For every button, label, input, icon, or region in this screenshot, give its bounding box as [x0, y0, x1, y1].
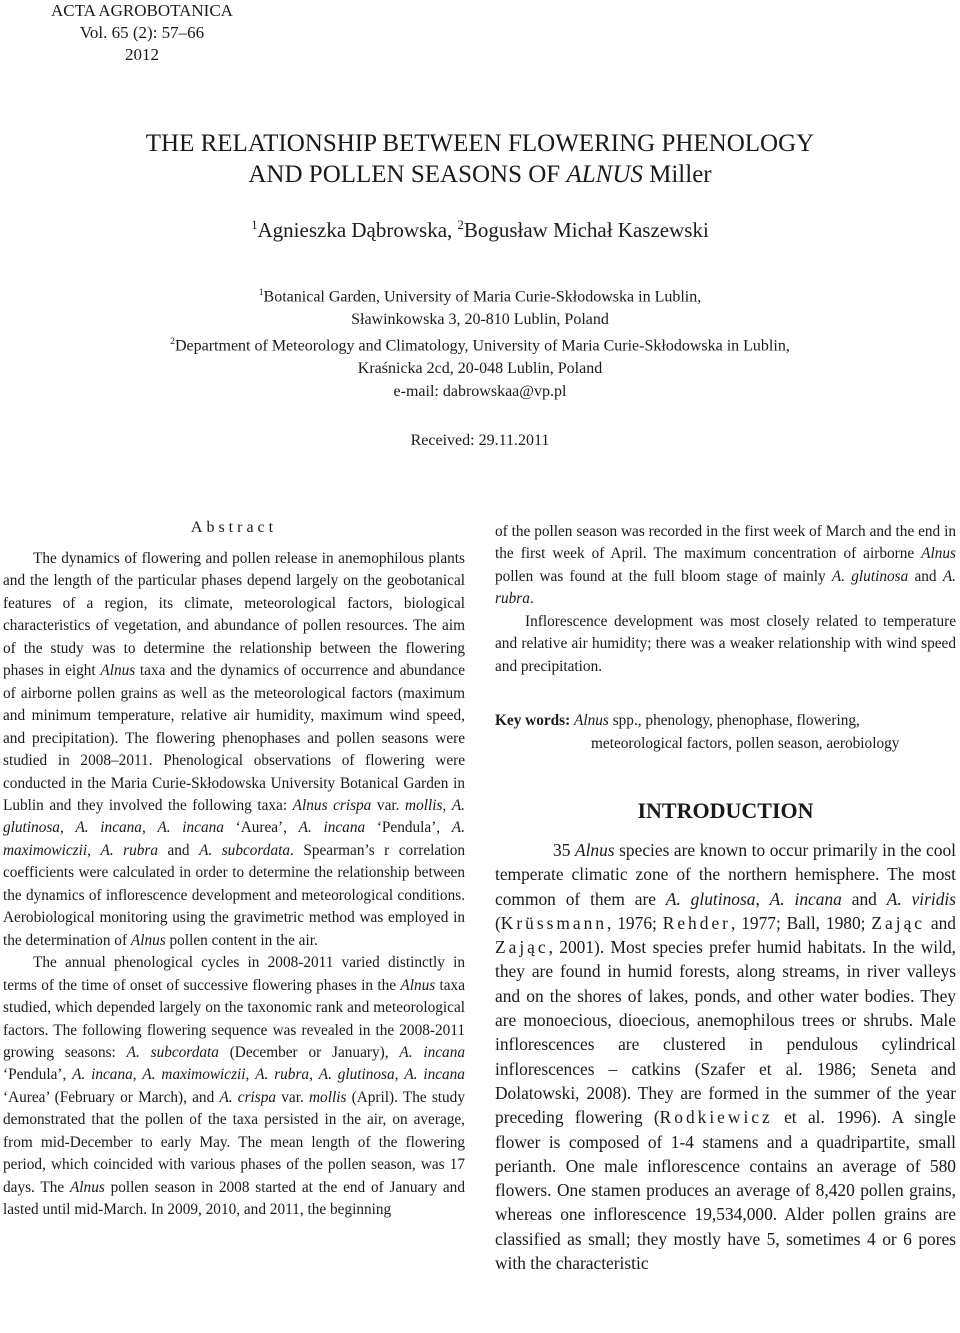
abstract-paragraph-4: Inflorescence development was most closely related to temperature and relative air humidity; there was a weaker relationship with wind speed and precipitation. [495, 612, 956, 675]
keywords-line-2: meteorological factors, pollen season, aerobiology [591, 735, 900, 752]
journal-year: 2012 [125, 45, 159, 64]
abstract-column-left [3, 548, 465, 1222]
keywords-line-1: Alnus spp., phenology, phenophase, flowering, [574, 712, 860, 729]
title-genus: ALNUS [566, 161, 643, 188]
introduction-paragraph-1: 35 Alnus species are known to occur primarily in the cool temperate climatic zone of the northern hemisphere. The most common of them are A. glutinosa, A. incana and A. viridis (Krüssmann, 1976; Rehder, 1977; Ball, 1980; Zając and Zając, 2001). Most species prefer humid habitats. In the wild, they are found in humid forests, along streams, in river valleys and on the shores of lakes, ponds, and other water bodies. They are monoecious, dioecious, anemophilous trees or shrubs. Male inflorescences are clustered in pendulous cylindrical inflorescences – catkins (Szafer et al. 1986; Seneta and Dolatowski, 2008). They are formed in the summer of the year preceding flowering (Rodkiewicz et al. 1996). A single flower is composed of 1-4 stamens and a quadripartite, small perianth. One male inflorescence contains an average of 580 flowers. One stamen produces an average of 8,420 pollen grains, whereas one inflorescence 19,534,000. Alder pollen grains are classified as small; they mostly have 5, sometimes 4 or 6 pores with the characteristic [495, 840, 957, 1274]
article-title [0, 128, 960, 190]
introduction-heading: INTRODUCTION [637, 798, 814, 823]
affiliation-2: $^2$Department of Meteorology and Climatology, University of Maria Curie-Skłodowska in Lublin, Kraśnicka 2cd, 20-048 Lublin, Poland e-mail: dabrowskaa@vp.pl [0, 330, 960, 403]
journal-volume: Vol. 65 (2): 57–66 [79, 23, 205, 42]
affiliation-1: $^1$Botanical Garden, University of Maria Curie-Skłodowska in Lublin, Sławinkowska 3, 20-810 Lublin, Poland [258, 287, 702, 329]
abstract-column-right [495, 521, 956, 678]
title-line-1: THE RELATIONSHIP BETWEEN FLOWERING PHENOLOGY [145, 130, 815, 157]
title-line-2: AND POLLEN SEASONS OF ALNUS Miller [248, 161, 712, 188]
introduction-body [495, 838, 956, 1275]
journal-name: ACTA AGROBOTANICA [51, 1, 233, 20]
keywords-label: Key words: [495, 712, 571, 729]
received-date: Received: 29.11.2011 [410, 432, 550, 449]
author-list: $^1$Agnieszka Dąbrowska, $^2$Bogusław Michał Kaszewski [251, 218, 709, 242]
abstract-paragraph-2: The annual phenological cycles in 2008-2011 varied distinctly in terms of the time of onset of successive flowering phases in the Alnus taxa studied, which depended largely on the taxonomic rank and meteorological factors. The following flowering sequence was revealed in the 2008-2011 growing seasons: A. subcordata (December or January), A. incana ‘Pendula’, A. incana, A. maximowiczii, A. rubra, A. glutinosa, A. incana ‘Aurea’ (February or March), and A. crispa var. mollis (April). The study demonstrated that the pollen of the taxa persisted in the air, on average, from mid-December to early May. The mean length of the flowering period, which coincided with various phases of the pollen season, was 17 days. The Alnus pollen season in 2008 started at the end of January and lasted until mid-March. In 2009, 2010, and 2011, the beginning [3, 954, 465, 1219]
author-1: Agnieszka Dąbrowska, [257, 218, 458, 242]
abstract-paragraph-3: of the pollen season was recorded in the first week of March and the end in the first week of April. The maximum concentration of airborne Alnus pollen was found at the full bloom stage of mainly A. glutinosa and A. rubra. [495, 523, 956, 608]
abstract-paragraph-1: The dynamics of flowering and pollen release in anemophilous plants and the length of the particular phases depend largely on the geobotanical features of a region, its climate, meteorological factors, biological characteristics of vegetation, and abundance of pollen resources. The aim of the study was to determine the relationship between the flowering phases in eight Alnus taxa and the dynamics of occurrence and abundance of airborne pollen grains as well as the meteorological factors (maximum and minimum temperature, relative air humidity, maximum wind speed, and precipitation). The flowering phenophases and pollen seasons were studied in 2008–2011. Phenological observations of flowering were conducted in the Maria Curie-Skłodowska University Botanical Garden in Lublin and they involved the following taxa: Alnus crispa var. mollis, A. glutinosa, A. incana, A. incana ‘Aurea’, A. incana ‘Pendula’, A. maximowiczii, A. rubra and A. subcordata. Spearman’s r correlation coefficients were calculated in order to determine the relationship between the dynamics of inflorescence development and meteorological conditions. Aerobiological monitoring using the gravimetric method was employed in the determination of Alnus pollen content in the air. [3, 550, 466, 949]
journal-header [12, 0, 272, 66]
email[interactable]: e-mail: dabrowskaa@vp.pl [393, 383, 567, 401]
abstract-heading: Abstract [190, 519, 278, 536]
author-2: Bogusław Michał Kaszewski [463, 218, 709, 242]
keywords [495, 709, 956, 755]
